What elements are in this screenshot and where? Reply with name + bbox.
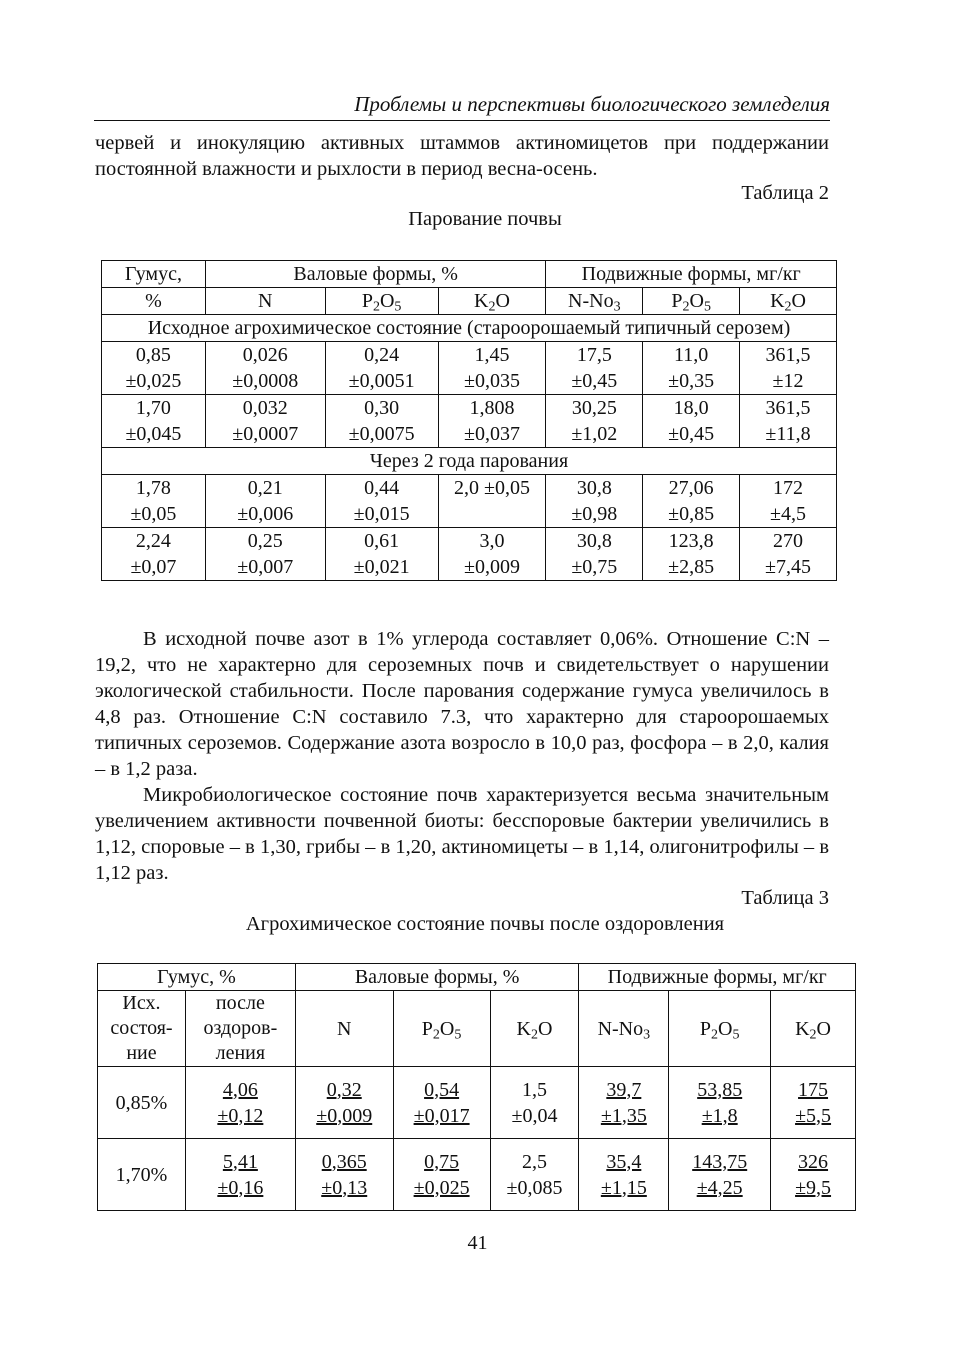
table3-h-initial: Исх. состоя- ние: [98, 991, 186, 1067]
table-row: [102, 395, 837, 448]
table-cell: 0,85%: [98, 1067, 186, 1139]
table-cell: 172 ±4,5: [740, 475, 837, 528]
table2-h-gross: Валовые формы, %: [205, 261, 546, 288]
table3-h-n: N: [295, 991, 393, 1067]
table3-h-mobile: Подвижные формы, мг/кг: [579, 964, 856, 991]
table-row: [102, 342, 837, 395]
table-cell: 2,24 ±0,07: [102, 528, 206, 581]
paragraph-top: червей и инокуляцию активных штаммов актиномицетов при поддержании постоянной влажности и рыхлости в период весна-осень.: [95, 132, 829, 180]
table2-h-pct: %: [102, 288, 206, 315]
table-cell: 1,45 ±0,035: [438, 342, 546, 395]
table3-h-after: после оздоров- ления: [185, 991, 295, 1067]
table-cell: 27,06 ±0,85: [643, 475, 740, 528]
table-cell: 0,54 ±0,017: [393, 1067, 490, 1139]
table-row: [102, 528, 837, 581]
table-cell: 270 ±7,45: [740, 528, 837, 581]
table2-label: Таблица 2: [741, 182, 829, 204]
table-cell: 17,5 ±0,45: [546, 342, 643, 395]
table-cell: 0,365 ±0,13: [295, 1139, 393, 1211]
table-cell: 39,7 ±1,35: [579, 1067, 669, 1139]
table-cell: 123,8 ±2,85: [643, 528, 740, 581]
page-number: 41: [467, 1232, 488, 1254]
paragraph: В исходной почве азот в 1% углерода составляет 0,06%. Отношение С:N – 19,2, что не характерно для сероземных почв и свидетельствует о нарушении экологической стабильности. После парования содержание гумуса увеличилось в 4,8 раз. Отношение С:N составило 7.3, что характерно для староорошаемых типичных сероземов. Содержание азота возросло в 10,0 раз, фосфора – в 2,0, калия – в 1,2 раза.: [95, 628, 829, 780]
table-cell: 30,25 ±1,02: [546, 395, 643, 448]
table3-h-p2o5-mobile: $P_2O_5$: [669, 991, 771, 1067]
table-cell: 0,21 ±0,006: [205, 475, 325, 528]
table-cell: 11,0 ±0,35: [643, 342, 740, 395]
table-cell: 1,5 ±0,04: [490, 1067, 579, 1139]
table-cell: 0,032 ±0,0007: [205, 395, 325, 448]
table-cell: 53,85 ±1,8: [669, 1067, 771, 1139]
table-cell: 0,61 ±0,021: [325, 528, 438, 581]
table-cell: 0,24 ±0,0051: [325, 342, 438, 395]
table-cell: 326 ±9,5: [771, 1139, 856, 1211]
table2-h-nno3: $N-No_3$: [546, 288, 643, 315]
table-cell: 1,78 ±0,05: [102, 475, 206, 528]
table-row: [98, 1067, 856, 1139]
table-cell: 30,8 ±0,98: [546, 475, 643, 528]
table-cell: 175 ±5,5: [771, 1067, 856, 1139]
table-cell: 0,32 ±0,009: [295, 1067, 393, 1139]
table-cell: 361,5 ±12: [740, 342, 837, 395]
running-header: Проблемы и перспективы биологического земледелия: [94, 92, 830, 121]
table-row: [102, 475, 837, 528]
table2-h-humus: Гумус,: [102, 261, 206, 288]
table-cell: 30,8 ±0,75: [546, 528, 643, 581]
table2: [101, 260, 837, 581]
table-cell: 0,25 ±0,007: [205, 528, 325, 581]
table3-h-k2o-mobile: $K_2O$: [771, 991, 856, 1067]
table-cell: 0,44 ±0,015: [325, 475, 438, 528]
table-cell: 2,0 ±0,05: [438, 475, 546, 528]
table2-section-initial: Исходное агрохимическое состояние (староорошаемый типичный серозем): [102, 315, 837, 342]
table-cell: 143,75 ±4,25: [669, 1139, 771, 1211]
table-cell: 1,808 ±0,037: [438, 395, 546, 448]
table2-title: Парование почвы: [408, 208, 562, 230]
table3-h-p2o5: $P_2O_5$: [393, 991, 490, 1067]
table-cell: 0,85 ±0,025: [102, 342, 206, 395]
table-cell: 0,026 ±0,0008: [205, 342, 325, 395]
table-cell: 5,41 ±0,16: [185, 1139, 295, 1211]
table2-h-p2o5-mobile: $P_2O_5$: [643, 288, 740, 315]
table-cell: 3,0 ±0,009: [438, 528, 546, 581]
table3-h-gross: Валовые формы, %: [295, 964, 579, 991]
table3-title: Агрохимическое состояние почвы после оздоровления: [245, 913, 725, 935]
paragraph: Микробиологическое состояние почв характеризуется весьма значительным увеличением активности почвенной биоты: бесспоровые бактерии увеличились в 1,12, споровые – в 1,30, грибы – в 1,20, актиномицеты – в 1,14, олигонитрофилы – в 1,12 раз.: [95, 784, 829, 884]
table3: [97, 963, 856, 1211]
table-cell: 1,70%: [98, 1139, 186, 1211]
table3-label: Таблица 3: [741, 887, 829, 909]
table3-h-k2o: $K_2O$: [490, 991, 579, 1067]
table3-h-humus: Гумус, %: [98, 964, 296, 991]
table-cell: 0,75 ±0,025: [393, 1139, 490, 1211]
table-cell: 361,5 ±11,8: [740, 395, 837, 448]
table2-h-p2o5: $P_2O_5$: [325, 288, 438, 315]
table-cell: 1,70 ±0,045: [102, 395, 206, 448]
table-cell: 2,5 ±0,085: [490, 1139, 579, 1211]
body-paragraphs: [95, 626, 829, 886]
table-row: [98, 1139, 856, 1211]
table-cell: 4,06 ±0,12: [185, 1067, 295, 1139]
table-cell: 18,0 ±0,45: [643, 395, 740, 448]
table-cell: 0,30 ±0,0075: [325, 395, 438, 448]
table2-h-k2o-mobile: $K_2O$: [740, 288, 837, 315]
table3-h-nno3: $N-No_3$: [579, 991, 669, 1067]
table2-h-k2o: $K_2O$: [438, 288, 546, 315]
table2-section-after: Через 2 года парования: [102, 448, 837, 475]
table2-h-n: N: [205, 288, 325, 315]
table2-h-mobile: Подвижные формы, мг/кг: [546, 261, 837, 288]
table-cell: 35,4 ±1,15: [579, 1139, 669, 1211]
